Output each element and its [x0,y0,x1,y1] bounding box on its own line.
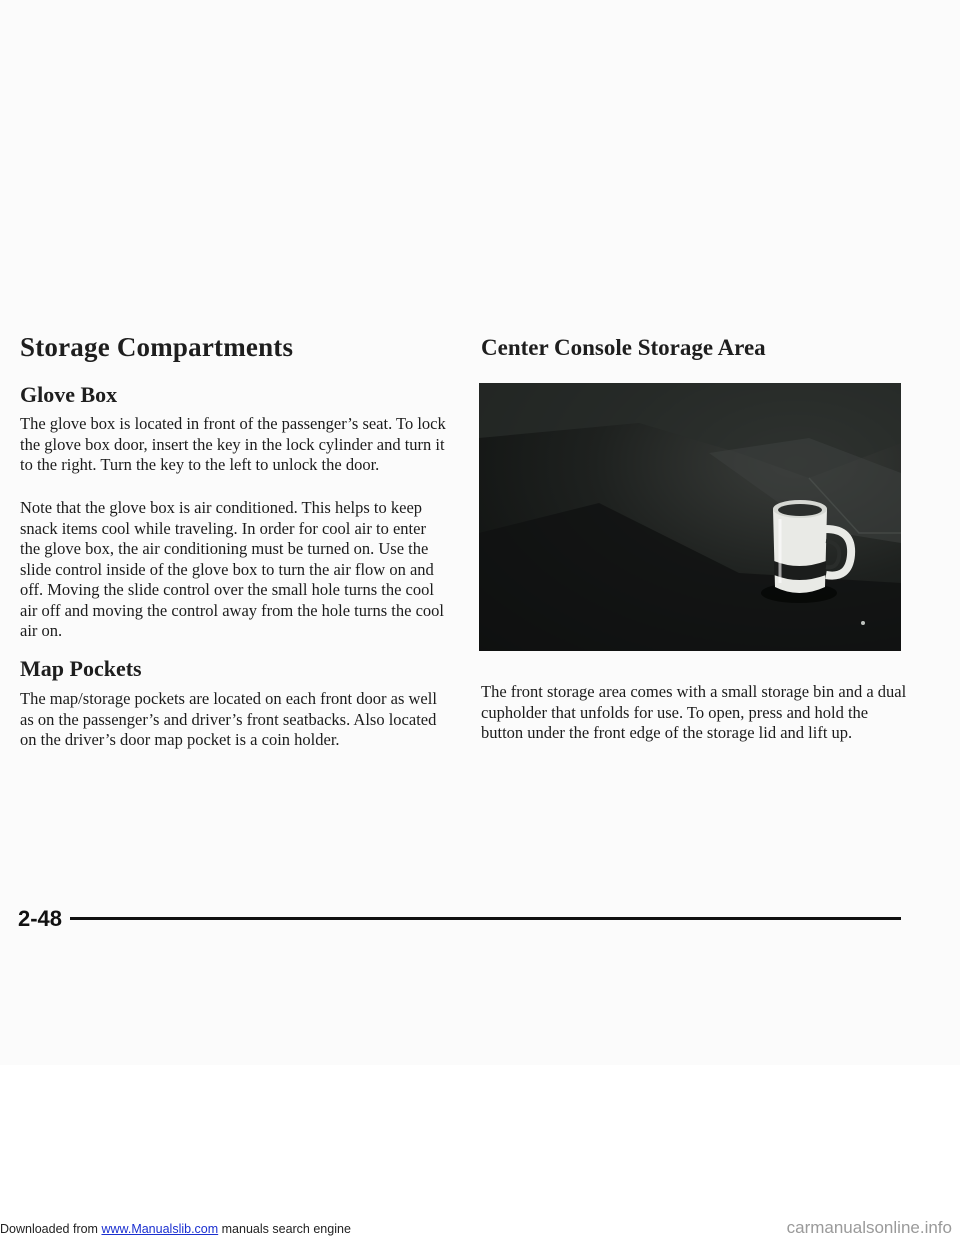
page-number: 2-48 [18,906,63,931]
cupholder-photo [479,383,901,651]
center-console-paragraph: The front storage area comes with a small storage bin and a dual cupholder that unfolds for use. To open, press and hold the button under the front edge of the storage lid and lift up. [481,682,907,742]
download-footer [0,1222,351,1236]
site-watermark: carmanualsonline.info [786,1218,952,1237]
cupholder-photo-art [479,383,901,651]
page-number-rule [70,917,901,920]
glove-box-paragraph-1: The glove box is located in front of the passenger’s seat. To lock the glove box door, insert the key in the lock cylinder and turn it to the right. Turn the key to the left to unlock the door. [20,414,446,474]
center-console-heading: Center Console Storage Area [481,335,766,360]
footer-suffix: manuals search engine [218,1222,351,1236]
page-title: Storage Compartments [20,332,294,362]
map-pockets-heading: Map Pockets [20,656,142,681]
glove-box-heading: Glove Box [20,382,118,407]
footer-prefix: Downloaded from [0,1222,102,1236]
glove-box-paragraph-2: Note that the glove box is air conditioned. This helps to keep snack items cool while traveling. In order for cool air to enter the glove box, the air conditioning must be turned on. Use the slide control inside of the glove box to turn the air flow on and off. Moving the slide control over the small hole turns the cool air off and moving the control away from the hole turns the cool air on. [20,498,444,640]
map-pockets-paragraph: The map/storage pockets are located on each front door as well as on the passenger’s and driver’s front seatbacks. Also located on the driver’s door map pocket is a coin holder. [20,689,437,749]
manualslib-link[interactable]: www.Manualslib.com [101,1222,219,1236]
